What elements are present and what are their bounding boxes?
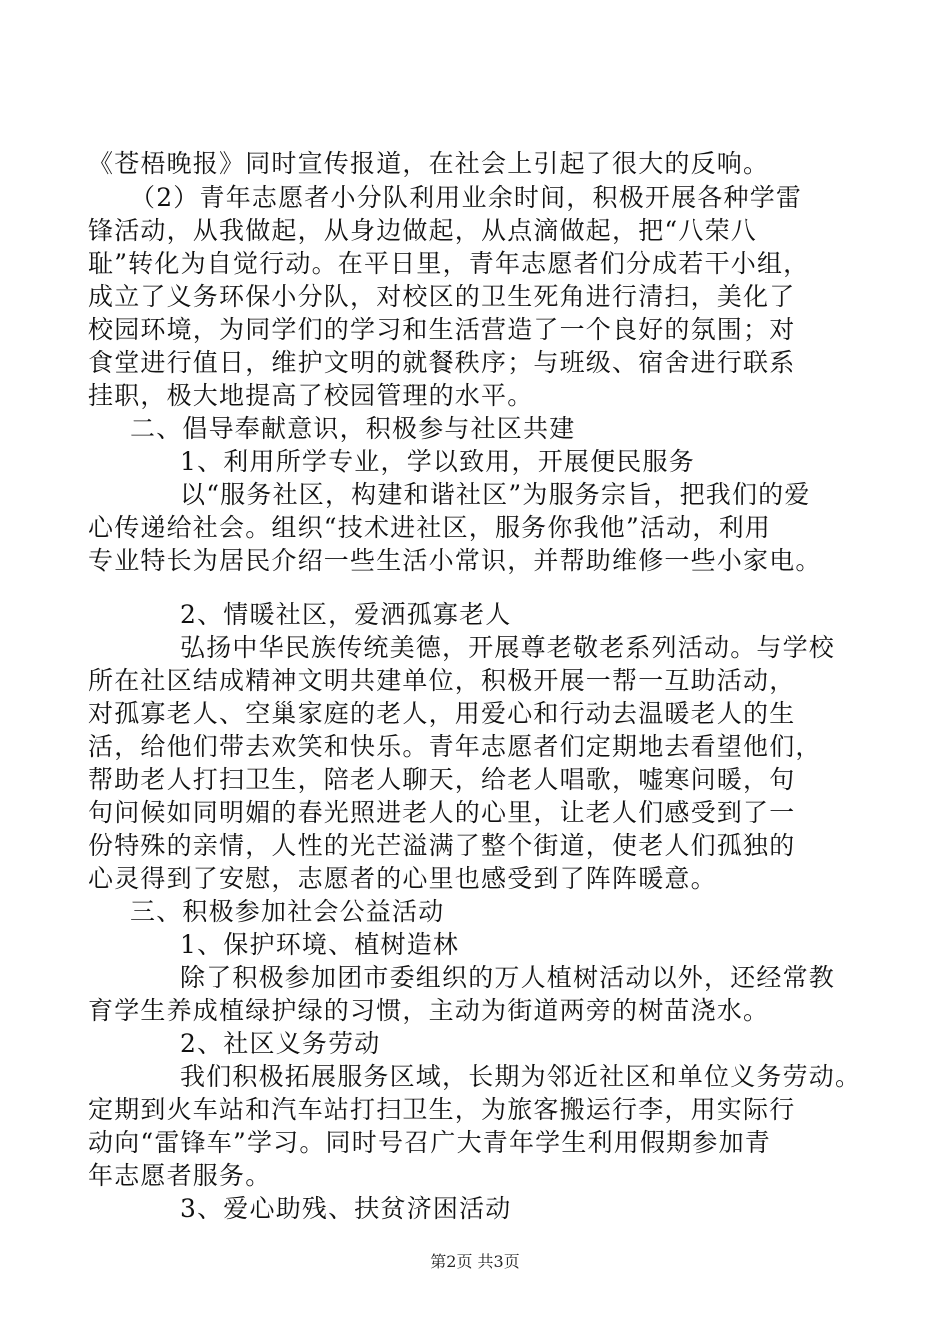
text-line: 所在社区结成精神文明共建单位，积极开展一帮一互助活动， <box>88 666 796 695</box>
text-line: 食堂进行值日，维护文明的就餐秩序；与班级、宿舍进行联系 <box>88 348 796 377</box>
text-line: 专业特长为居民介绍一些生活小常识，并帮助维修一些小家电。 <box>88 546 822 575</box>
text-line: 活，给他们带去欢笑和快乐。青年志愿者们定期地去看望他们， <box>88 732 822 761</box>
text-line: （2）青年志愿者小分队利用业余时间，积极开展各种学雷 <box>130 183 803 212</box>
page-footer: 第2页 共3页 <box>430 1252 520 1271</box>
text-line: 育学生养成植绿护绿的习惯，主动为街道两旁的树苗浇水。 <box>88 996 770 1025</box>
text-line: 心灵得到了安慰，志愿者的心里也感受到了阵阵暖意。 <box>88 864 717 893</box>
text-line: 1、利用所学专业，学以致用，开展便民服务 <box>180 447 695 476</box>
text-line: 1、保护环境、植树造林 <box>180 930 460 959</box>
text-line: 三、积极参加社会公益活动 <box>130 897 445 926</box>
text-line: 2、情暖社区，爱洒孤寡老人 <box>180 600 512 629</box>
text-line: 成立了义务环保小分队，对校区的卫生死角进行清扫，美化了 <box>88 282 796 311</box>
text-line: 帮助老人打扫卫生，陪老人聊天，给老人唱歌，嘘寒问暖，句 <box>88 765 796 794</box>
text-line: 份特殊的亲情，人性的光芒溢满了整个街道，使老人们孤独的 <box>88 831 796 860</box>
text-line: 3、爱心助残、扶贫济困活动 <box>180 1194 512 1223</box>
text-line: 挂职，极大地提高了校园管理的水平。 <box>88 381 534 410</box>
text-line: 锋活动，从我做起，从身边做起，从点滴做起，把“八荣八 <box>88 216 757 245</box>
text-line: 耻”转化为自觉行动。在平日里，青年志愿者们分成若干小组， <box>88 249 810 278</box>
text-line: 除了积极参加团市委组织的万人植树活动以外，还经常教 <box>180 963 836 992</box>
text-line: 年志愿者服务。 <box>88 1161 272 1190</box>
text-line: 动向“雷锋车”学习。同时号召广大青年学生利用假期参加青 <box>88 1128 771 1157</box>
text-line: 以“服务社区，构建和谐社区”为服务宗旨，把我们的爱 <box>180 480 811 509</box>
text-line: 句问候如同明媚的春光照进老人的心里，让老人们感受到了一 <box>88 798 796 827</box>
text-line: 弘扬中华民族传统美德，开展尊老敬老系列活动。与学校 <box>180 633 836 662</box>
text-line: 2、社区义务劳动 <box>180 1029 381 1058</box>
text-line: 二、倡导奉献意识，积极参与社区共建 <box>130 414 576 443</box>
text-line: 定期到火车站和汽车站打扫卫生，为旅客搬运行李，用实际行 <box>88 1095 796 1124</box>
text-line: 心传递给社会。组织“技术进社区，服务你我他”活动，利用 <box>88 513 771 542</box>
text-line: 校园环境，为同学们的学习和生活营造了一个良好的氛围；对 <box>88 315 796 344</box>
text-line: 《苍梧晚报》同时宣传报道，在社会上引起了很大的反响。 <box>88 149 770 178</box>
text-line: 我们积极拓展服务区域，长期为邻近社区和单位义务劳动。 <box>180 1062 862 1091</box>
text-line: 对孤寡老人、空巢家庭的老人，用爱心和行动去温暖老人的生 <box>88 699 796 728</box>
